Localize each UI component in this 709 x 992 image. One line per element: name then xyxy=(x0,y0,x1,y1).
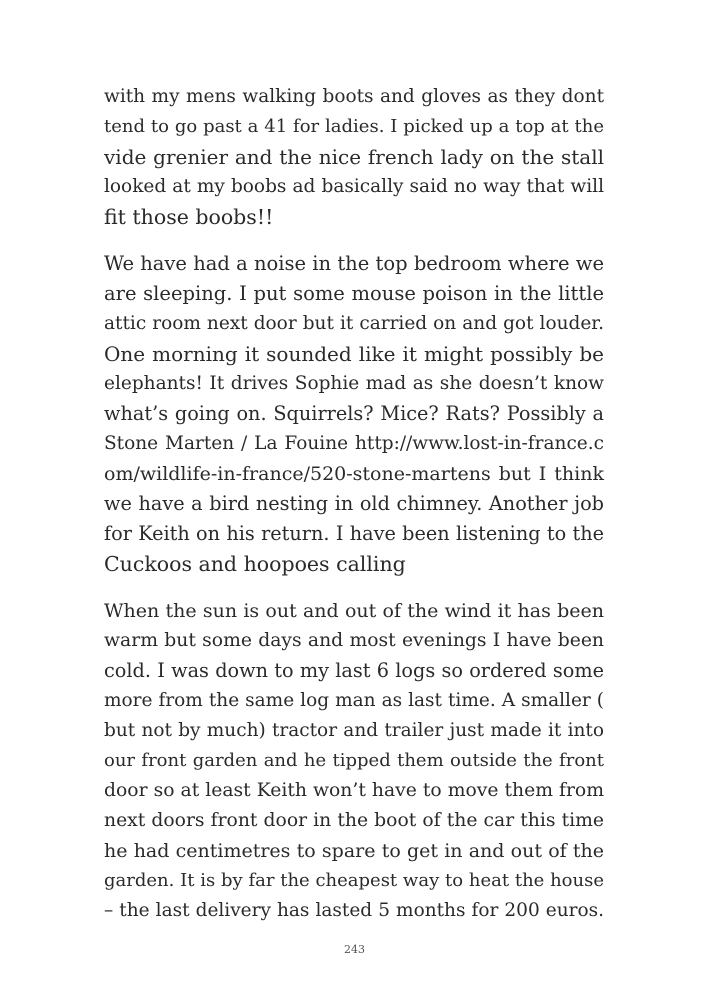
text-line: garden. It is by far the cheapest way to heat the house xyxy=(104,870,604,891)
text-line: our front garden and he tipped them outside the front xyxy=(104,750,604,771)
text-line: we have a bird nesting in old chimney. Another job xyxy=(104,492,604,515)
text-line: with my mens walking boots and gloves as they dont xyxy=(104,86,604,107)
text-line: but not by much) tractor and trailer just made it into xyxy=(104,720,604,741)
text-line: looked at my boobs ad basically said no way that will xyxy=(104,176,604,197)
text-line: – the last delivery has lasted 5 months for 200 euros. xyxy=(104,900,604,921)
paragraph-3 xyxy=(104,596,604,926)
text-line: warm but some days and most evenings I have been xyxy=(104,630,604,651)
page-number: 243 xyxy=(344,943,365,956)
text-line: for Keith on his return. I have been listening to the xyxy=(104,522,604,545)
text-line: Stone Marten / La Fouine http://www.lost-in-france.c xyxy=(104,433,604,454)
text-line: door so at least Keith won’t have to move them from xyxy=(104,780,604,801)
text-line: We have had a noise in the top bedroom where we xyxy=(104,252,604,275)
text-line: fit those boobs!! xyxy=(104,205,274,229)
text-line: what’s going on. Squirrels? Mice? Rats? Possibly a xyxy=(104,402,604,425)
text-line: are sleeping. I put some mouse poison in the little xyxy=(104,282,604,305)
text-line: more from the same log man as last time. A smaller ( xyxy=(104,690,604,711)
paragraph-2 xyxy=(104,249,604,579)
body-text xyxy=(104,82,604,926)
text-line: next doors front door in the boot of the car this time xyxy=(104,810,604,831)
text-line: attic room next door but it carried on and got louder. xyxy=(104,313,604,334)
paragraph-1 xyxy=(104,82,604,232)
text-line: Cuckoos and hoopoes calling xyxy=(104,552,406,576)
text-line: he had centimetres to spare to get in and out of the xyxy=(104,840,604,862)
text-line: tend to go past a 41 for ladies. I picked up a top at the xyxy=(104,116,604,137)
text-line: om/wildlife-in-france/520-stone-martens but I think xyxy=(104,463,604,485)
text-line: cold. I was down to my last 6 logs so ordered some xyxy=(104,659,604,682)
text-line: elephants! It drives Sophie mad as she doesn’t know xyxy=(104,373,604,394)
text-line: One morning it sounded like it might possibly be xyxy=(104,342,604,366)
text-line: vide grenier and the nice french lady on the stall xyxy=(104,145,604,169)
text-line: When the sun is out and out of the wind it has been xyxy=(104,600,604,622)
